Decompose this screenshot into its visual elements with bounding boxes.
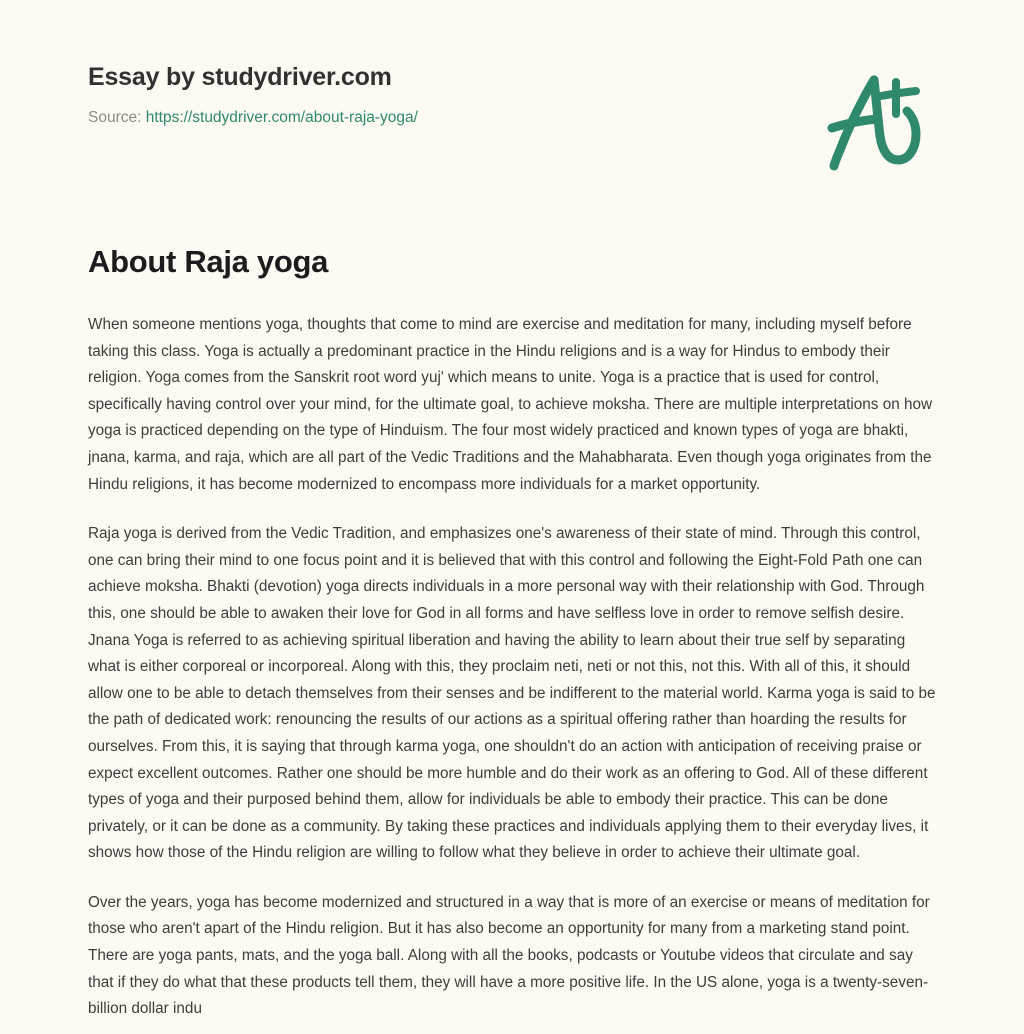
body-paragraph: When someone mentions yoga, thoughts that come to mind are exercise and meditation for many, including myself before taking this class. Yoga is actually a predominant practice in the Hindu religions and is a way for Hindus to embody their religion. Yoga comes from the Sanskrit root word yuj' which means to unite. Yoga is a practice that is used for control, specifically having control over your mind, for the ultimate goal, to achieve moksha. There are multiple interpretations on how yoga is practiced depending on the type of Hinduism. The four most widely practiced and known types of yoga are bhakti, jnana, karma, and raja, which are all part of the Vedic Traditions and the Mahabharata. Even though yoga originates from the Hindu religions, it has become modernized to encompass more individuals for a market opportunity. — [88, 316, 933, 493]
a-plus-logo-icon — [812, 62, 940, 174]
page-title: About Raja yoga — [88, 244, 329, 279]
body-paragraph: Over the years, yoga has become modernized and structured in a way that is more of an exercise or means of meditation for those who aren't apart of the Hindu religion. But it has also become an opportunity for many from a marketing stand point. There are yoga pants, mats, and the yoga ball. Along with all the books, podcasts or Youtube videos that circulate and say that if they do what that these products tell them, they will have a more positive life. In the US alone, yoga is a twenty-seven-billion dollar indu — [88, 893, 930, 1018]
essay-by-heading: Essay by studydriver.com — [88, 63, 392, 91]
essay-body — [88, 312, 937, 1023]
source-label: Source: — [88, 109, 142, 126]
body-paragraph: Raja yoga is derived from the Vedic Tradition, and emphasizes one's awareness of their state of mind. Through this control, one can bring their mind to one focus point and it is believed that with this control and following the Eight-Fold Path one can achieve moksha. Bhakti (devotion) yoga directs individuals in a more personal way with their relationship with God. Through this, one should be able to awaken their love for God in all forms and have selfless love in order to remove selfish desire. Jnana Yoga is referred to as achieving spiritual liberation and having the ability to learn about their true self by separating what is either corporeal or incorporeal. Along with this, they proclaim neti, neti or not this, not this. With all of this, it should allow one to be able to detach themselves from their senses and be indifferent to the material world. Karma yoga is said to be the path of dedicated work: renouncing the results of our actions as a spiritual offering rather than hoarding the results for ourselves. From this, it is saying that through karma yoga, one shouldn't do an action with anticipation of receiving praise or expect excellent outcomes. Rather one should be more humble and do their work as an offering to God. All of these different types of yoga and their purposed behind them, allow for individuals be able to embody their practice. This can be done privately, or it can be done as a community. By taking these practices and individuals applying them to their everyday lives, it shows how those of the Hindu religion are willing to follow what they believe in order to achieve their ultimate goal. — [88, 525, 936, 862]
source-url-link[interactable]: https://studydriver.com/about-raja-yoga/ — [145, 109, 418, 126]
a-plus-logo[interactable] — [812, 62, 940, 174]
